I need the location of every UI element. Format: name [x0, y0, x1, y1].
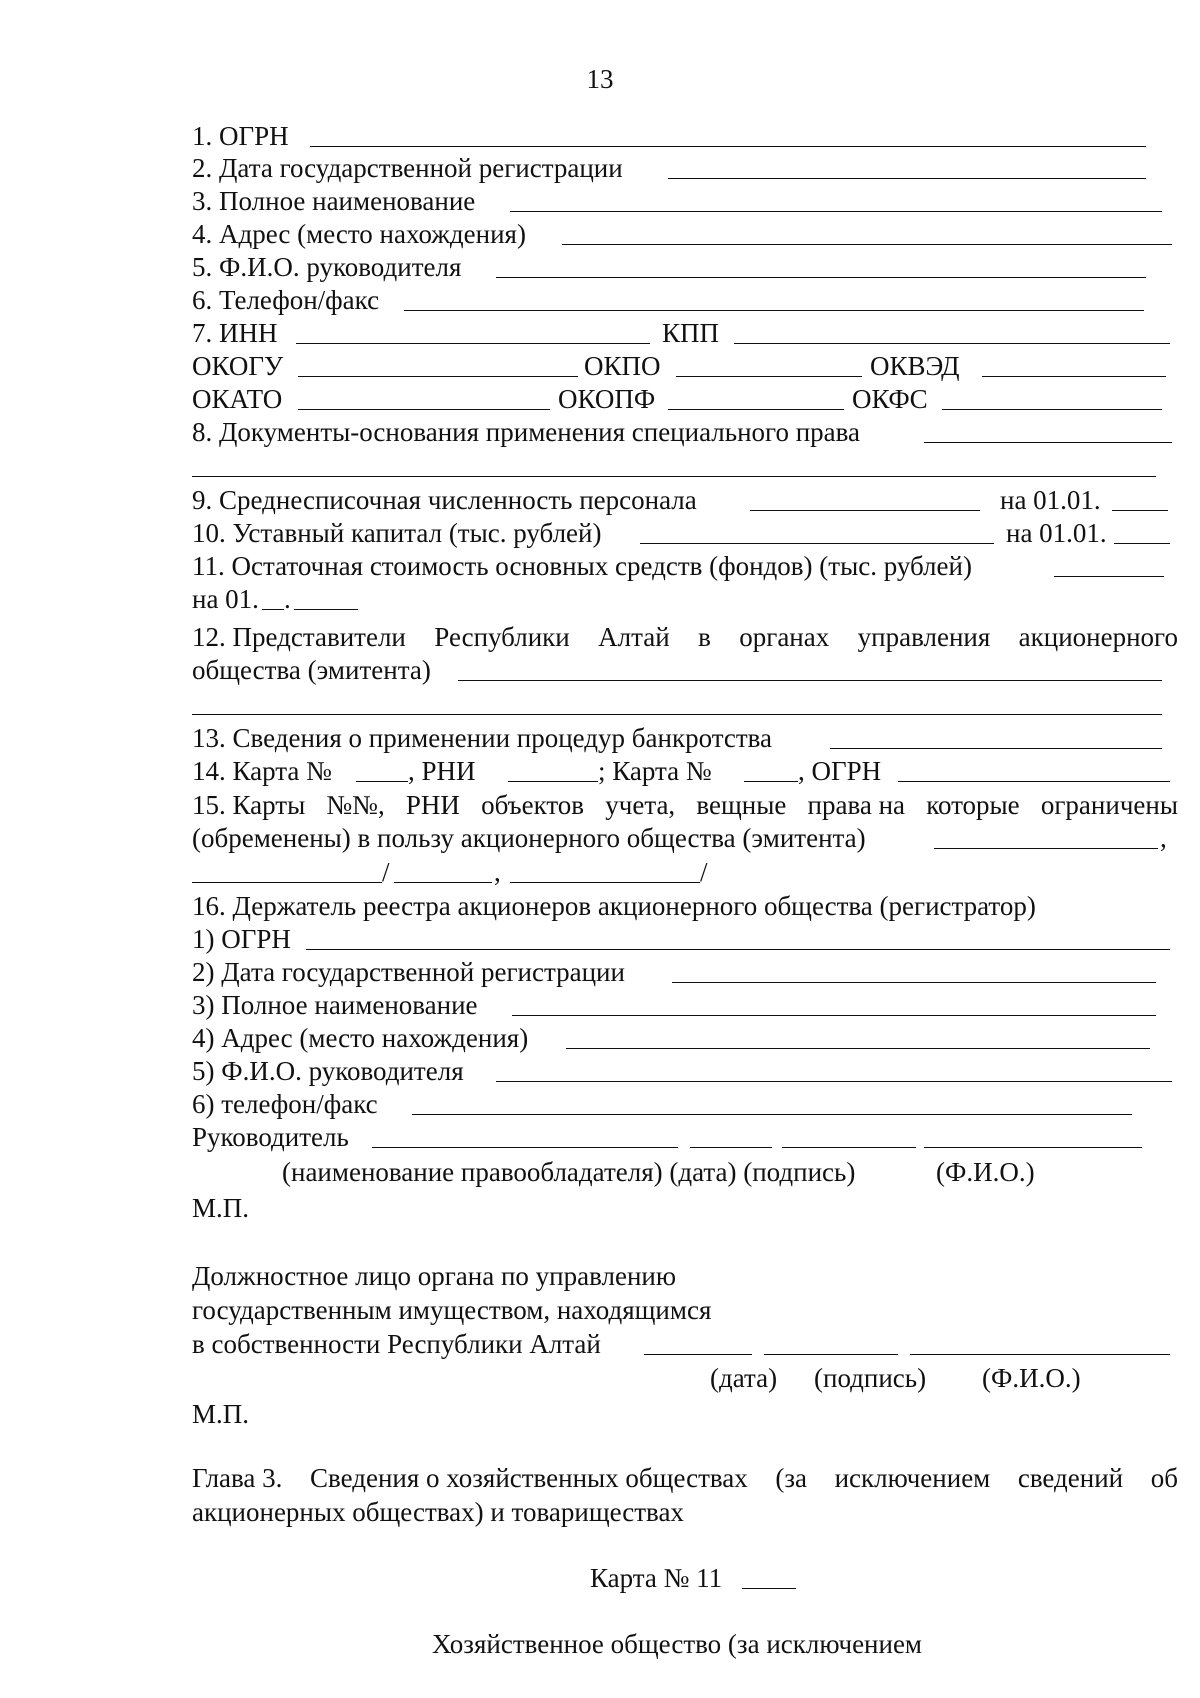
residual-date-label: на 01.	[192, 584, 259, 614]
okogu-label: ОКОГУ	[192, 351, 284, 381]
registrar-director-label: 5) Ф.И.О. руководителя	[192, 1056, 464, 1086]
slash-2: /	[700, 857, 708, 887]
ogrn-b-label: , ОГРН	[798, 756, 882, 786]
phone-field[interactable]	[404, 310, 1144, 311]
chapter-word: Сведения о хозяйственных обществах	[310, 1463, 748, 1493]
ogrn-field[interactable]	[310, 146, 1146, 147]
docs-field[interactable]	[924, 442, 1172, 443]
registrar-phone-field[interactable]	[412, 1114, 1132, 1115]
kpp-field[interactable]	[734, 343, 1170, 344]
registrar-reg-date-label: 2) Дата государственной регистрации	[192, 957, 625, 987]
reg-date-field[interactable]	[668, 178, 1146, 179]
okopf-field[interactable]	[668, 409, 844, 410]
cards-comma-2: ,	[494, 857, 501, 887]
registrar-reg-date-field[interactable]	[672, 982, 1156, 983]
cards-word: 15. Карты	[192, 790, 306, 820]
staff-year-field[interactable]	[1112, 510, 1168, 511]
okfs-label: ОКФС	[852, 384, 928, 414]
registrar-heading: 16. Держатель реестра акционеров акционерного общества (регистратор)	[192, 891, 1036, 921]
okopf-label: ОКОПФ	[558, 384, 656, 414]
representatives-line	[192, 621, 1178, 653]
cards-word: права на	[807, 790, 906, 820]
registrar-full-name-field[interactable]	[512, 1015, 1156, 1016]
staff-field[interactable]	[750, 510, 980, 511]
address-label: 4. Адрес (место нахождения)	[192, 219, 526, 249]
cards-field[interactable]	[934, 848, 1158, 849]
okogu-field[interactable]	[298, 376, 578, 377]
capital-year-field[interactable]	[1114, 543, 1170, 544]
okato-field[interactable]	[298, 409, 550, 410]
chapter-word: об	[1150, 1463, 1178, 1493]
chapter-word: сведений	[1017, 1463, 1124, 1493]
cards-word: вещные	[696, 790, 787, 820]
registrar-ogrn-field[interactable]	[306, 949, 1170, 950]
head-date-field[interactable]	[690, 1147, 772, 1148]
inn-label: 7. ИНН	[192, 318, 278, 348]
rni-a-label: , РНИ	[408, 756, 476, 786]
capital-field[interactable]	[640, 543, 994, 544]
page-number: 13	[586, 64, 614, 94]
cards-word: объектов	[481, 790, 585, 820]
okpo-label: ОКПО	[584, 351, 661, 381]
staff-label: 9. Среднесписочная численность персонала	[192, 485, 697, 515]
director-label: 5. Ф.И.О. руководителя	[192, 252, 462, 282]
chapter-word: исключением	[834, 1463, 991, 1493]
phone-label: 6. Телефон/факс	[192, 285, 380, 315]
reps-field-continued[interactable]	[192, 714, 1162, 715]
chapter-heading-line-2: акционерных обществах) и товариществах	[192, 1497, 684, 1527]
cards-word: которые	[926, 790, 1020, 820]
kpp-label: КПП	[662, 318, 720, 348]
registrar-phone-label: 6) телефон/факс	[192, 1089, 378, 1119]
chapter-word: Глава 3.	[192, 1463, 283, 1493]
okato-label: ОКАТО	[192, 384, 283, 414]
card-b-field[interactable]	[744, 781, 798, 782]
residual-month-field[interactable]	[262, 609, 284, 610]
stamp-label-2: М.П.	[192, 1399, 250, 1429]
okved-field[interactable]	[982, 376, 1166, 377]
signature-caption-fio: (Ф.И.О.)	[936, 1157, 1035, 1187]
card-number-field[interactable]	[742, 1588, 796, 1589]
card-a-field[interactable]	[356, 781, 408, 782]
card-number-label: Карта № 11	[590, 1563, 723, 1593]
cards-field-3[interactable]	[510, 882, 700, 883]
full-name-label: 3. Полное наименование	[192, 186, 476, 216]
cards-word: ограничены	[1040, 790, 1178, 820]
official-date-field[interactable]	[644, 1354, 752, 1355]
okfs-field[interactable]	[942, 409, 1162, 410]
reps-word: 12. Представители	[192, 622, 406, 652]
stamp-label: М.П.	[192, 1193, 250, 1223]
official-signature-field[interactable]	[764, 1354, 898, 1355]
registrar-director-field[interactable]	[496, 1081, 1172, 1082]
cards-field-2[interactable]	[394, 882, 492, 883]
docs-label: 8. Документы-основания применения специального права	[192, 417, 860, 447]
reps-word: Алтай	[598, 622, 670, 652]
reg-date-label: 2. Дата государственной регистрации	[192, 153, 623, 183]
chapter-subtitle: Хозяйственное общество (за исключением	[432, 1629, 923, 1659]
official-fio-field[interactable]	[910, 1354, 1170, 1355]
ogrn-b-field[interactable]	[898, 781, 1170, 782]
residual-label: 11. Остаточная стоимость основных средств (фондов) (тыс. рублей)	[192, 551, 972, 581]
rni-a-field[interactable]	[508, 781, 598, 782]
ogrn-label: 1. ОГРН	[192, 121, 289, 151]
capital-date-label: на 01.01.	[1006, 518, 1107, 548]
bankruptcy-field[interactable]	[830, 748, 1162, 749]
residual-field[interactable]	[1054, 576, 1164, 577]
chapter-word: (за	[775, 1463, 807, 1493]
head-fio-field[interactable]	[924, 1147, 1142, 1148]
staff-date-label: на 01.01.	[1000, 485, 1101, 515]
cards-word: РНИ	[405, 790, 460, 820]
reps-label: общества (эмитента)	[192, 655, 431, 685]
residual-year-field[interactable]	[294, 609, 358, 610]
holder-name-field[interactable]	[372, 1147, 678, 1148]
official-line-2: государственным имуществом, находящимся	[192, 1295, 712, 1325]
director-field[interactable]	[496, 277, 1146, 278]
cards-word: учета,	[605, 790, 676, 820]
registrar-ogrn-label: 1) ОГРН	[192, 924, 291, 954]
okpo-field[interactable]	[676, 376, 862, 377]
full-name-field[interactable]	[510, 211, 1162, 212]
official-line-1: Должностное лицо органа по управлению	[192, 1261, 677, 1291]
head-label: Руководитель	[192, 1122, 349, 1152]
bankruptcy-label: 13. Сведения о применении процедур банкротства	[192, 723, 772, 753]
reps-word: в	[698, 622, 711, 652]
official-line-3: в собственности Республики Алтай	[192, 1329, 601, 1359]
official-date-caption: (дата)	[710, 1363, 778, 1393]
cards-comma: ,	[1160, 823, 1167, 853]
address-field[interactable]	[562, 244, 1172, 245]
reps-word: акционерного	[1018, 622, 1178, 652]
reps-word: управления	[857, 622, 991, 652]
cards-line	[192, 789, 1178, 821]
cards-label: (обременены) в пользу акционерного общества (эмитента)	[192, 823, 866, 853]
head-signature-field[interactable]	[782, 1147, 916, 1148]
residual-dot: .	[284, 584, 291, 614]
capital-label: 10. Уставный капитал (тыс. рублей)	[192, 518, 602, 548]
reps-word: Республики	[434, 622, 570, 652]
reps-word: органах	[739, 622, 830, 652]
slash-1: /	[382, 857, 390, 887]
official-signature-caption: (подпись)	[814, 1363, 927, 1393]
docs-field-continued[interactable]	[192, 476, 1156, 477]
signature-caption: (наименование правообладателя) (дата) (подпись)	[282, 1157, 856, 1187]
official-fio-caption: (Ф.И.О.)	[982, 1363, 1081, 1393]
reps-field[interactable]	[458, 680, 1162, 681]
chapter-heading	[192, 1462, 1178, 1494]
okved-label: ОКВЭД	[870, 351, 960, 381]
registrar-address-label: 4) Адрес (место нахождения)	[192, 1023, 529, 1053]
registrar-address-field[interactable]	[566, 1048, 1150, 1049]
inn-field[interactable]	[296, 343, 650, 344]
card-b-label: ; Карта №	[598, 756, 712, 786]
card-a-label: 14. Карта №	[192, 756, 332, 786]
cards-field-1[interactable]	[192, 882, 382, 883]
registrar-full-name-label: 3) Полное наименование	[192, 990, 478, 1020]
cards-word: №№,	[326, 790, 385, 820]
